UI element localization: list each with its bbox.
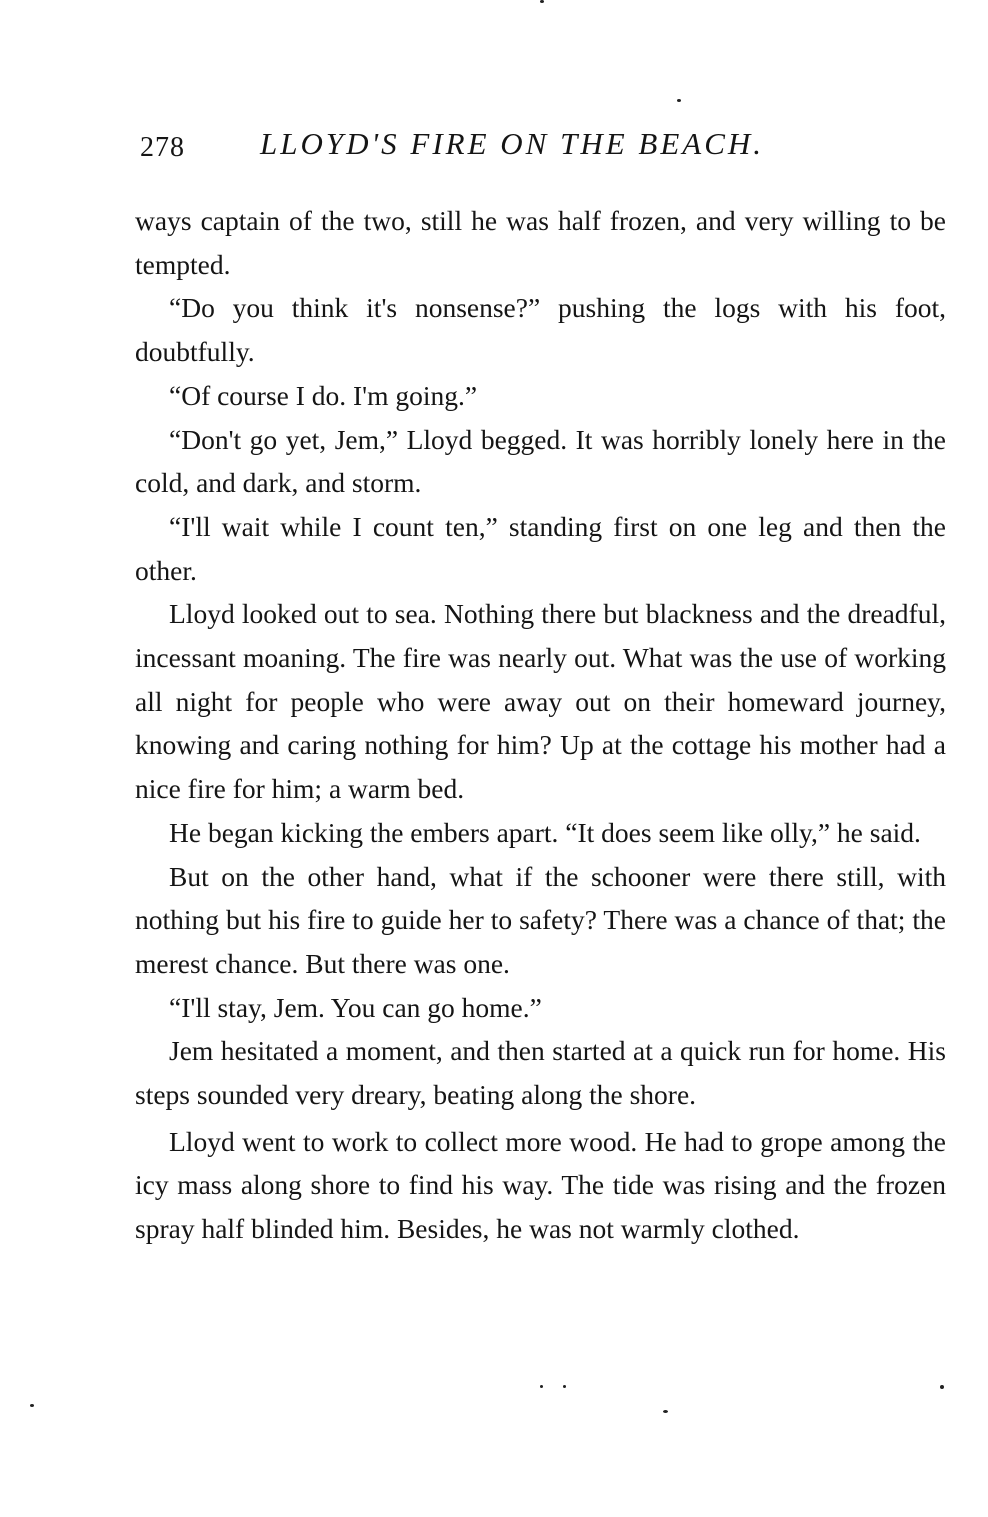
paragraph-4: “Don't go yet, Jem,” Lloyd begged. It was horribly lonely here in the cold, and dark, and storm. [135,423,946,499]
paragraph-5: “I'll wait while I count ten,” standing first on one leg and then the other. [135,510,946,586]
scan-speck [540,0,544,3]
paragraph-9: “I'll stay, Jem. You can go home.” [169,991,542,1023]
paragraph-11: Lloyd went to work to collect more wood. He had to grope among the icy mass along shore to find his way. The tide was rising and the frozen spray half blinded him. Besides, he was not warmly clothed. [135,1125,946,1245]
paragraph-10: Jem hesitated a moment, and then started at a quick run for home. His steps sounded very dreary, beating along the shore. [135,1035,946,1111]
scan-speck [563,1385,566,1388]
paragraph-7: He began kicking the embers apart. “It does seem like olly,” he said. [169,816,921,848]
running-title: LLOYD'S FIRE ON THE BEACH. [260,126,765,161]
paragraph-6: Lloyd looked out to sea. Nothing there but blackness and the dreadful, incessant moaning. The fire was nearly out. What was the use of working all night for people who were away out on their homeward journey, knowing and caring nothing for him? Up at the cottage his mother had a nice fire for him; a warm bed. [135,598,946,805]
paragraph-3: “Of course I do. I'm going.” [169,379,478,411]
page-number: 278 [140,132,185,163]
paragraph-1: ways captain of the two, still he was half frozen, and very willing to be tempted. [135,205,946,280]
scan-speck [540,1385,543,1388]
paragraph-2: “Do you think it's nonsense?” pushing the logs with his foot, doubtfully. [135,292,946,368]
scan-speck [663,1410,668,1413]
scan-speck [940,1385,944,1389]
body-text [135,199,946,1251]
page-header [140,126,946,174]
paragraph-8: But on the other hand, what if the schooner were there still, with nothing but his fire to guide her to safety? There was a chance of that; the merest chance. But there was one. [135,860,946,979]
scan-speck [677,99,681,102]
scan-speck [30,1404,34,1407]
